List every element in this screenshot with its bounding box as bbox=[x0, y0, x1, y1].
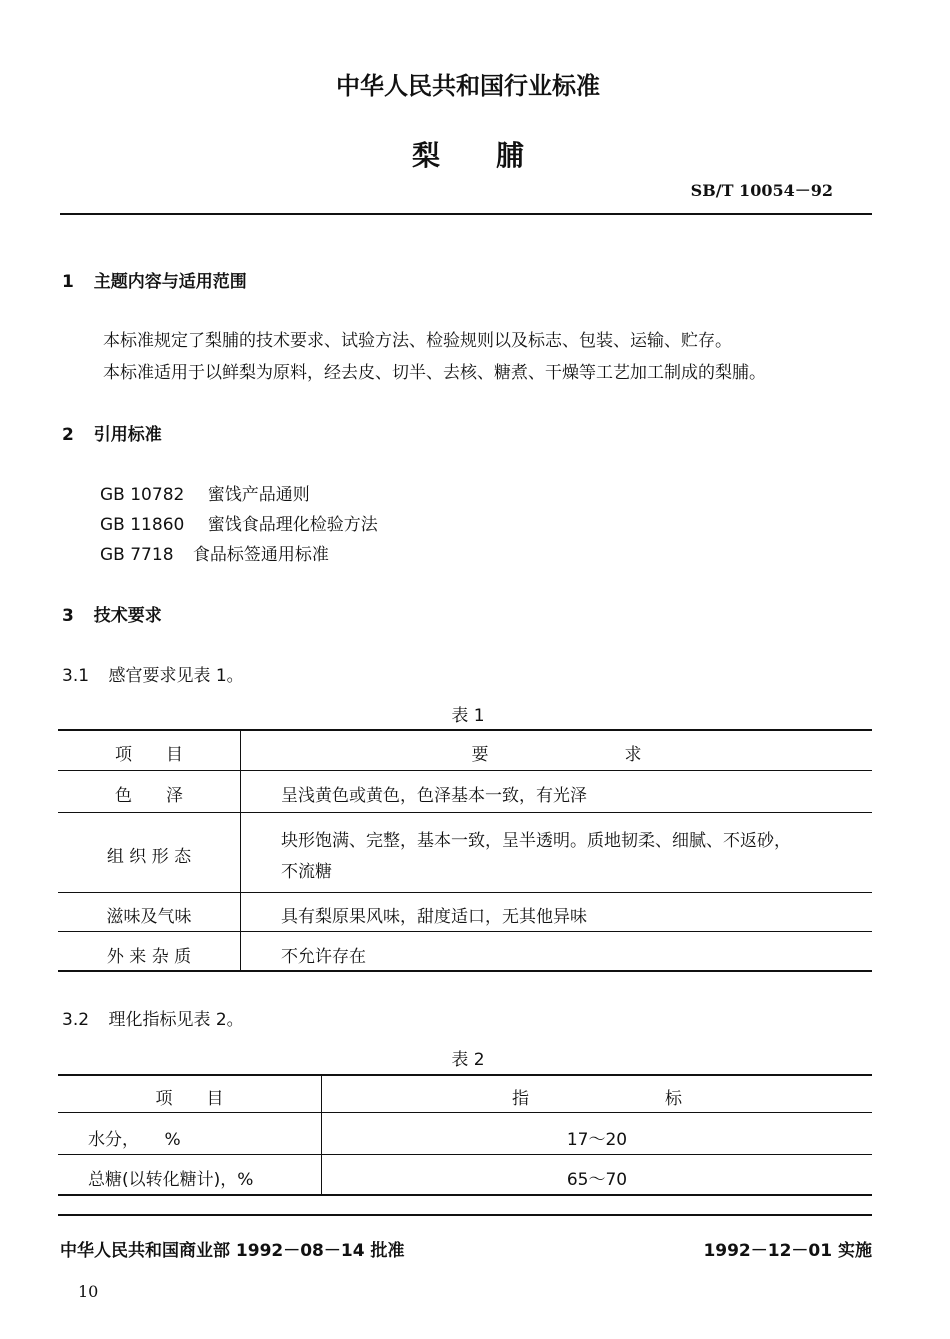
effective-date: 1992－12－01 实施 bbox=[703, 1241, 872, 1261]
clause-3-1 bbox=[62, 661, 244, 686]
table-requirement-cell: 不允许存在 bbox=[281, 947, 366, 967]
table-header-cell: 指 标 bbox=[512, 1089, 682, 1109]
footer-rule bbox=[58, 1214, 872, 1216]
table-requirement-cell: 呈浅黄色或黄色，色泽基本一致，有光泽 bbox=[281, 786, 587, 806]
clause-3-2 bbox=[62, 1005, 244, 1030]
section-2-heading bbox=[62, 420, 162, 445]
table-item-cell: 组 织 形 态 bbox=[106, 847, 192, 867]
reference-name: 蜜饯食品理化检验方法 bbox=[207, 515, 378, 535]
table-value-cell: 17～20 bbox=[566, 1130, 628, 1150]
section-1-title: 主题内容与适用范围 bbox=[93, 272, 247, 292]
reference-code: GB 7718 bbox=[100, 545, 174, 565]
clause-text: 感官要求见表 1。 bbox=[108, 666, 244, 686]
clause-text: 理化指标见表 2。 bbox=[108, 1010, 244, 1030]
section-3-number: 3 bbox=[62, 606, 74, 626]
standard-code: SB/T 10054－92 bbox=[690, 181, 833, 200]
section-3-heading bbox=[62, 601, 162, 626]
table-2-caption: 表 2 bbox=[451, 1050, 485, 1070]
section-2-number: 2 bbox=[62, 425, 74, 445]
section-3-title: 技术要求 bbox=[93, 606, 162, 626]
table-value-cell: 65～70 bbox=[566, 1170, 628, 1190]
table-item-cell: 外 来 杂 质 bbox=[106, 947, 192, 967]
table-header-cell: 要 求 bbox=[471, 745, 642, 765]
table-requirement-cell: 块形饱满、完整，基本一致，呈半透明。质地韧柔、细腻、不返砂， bbox=[281, 831, 791, 851]
table-header-cell: 项 目 bbox=[115, 745, 183, 765]
table-requirement-cell: 不流糖 bbox=[281, 862, 332, 882]
reference-item bbox=[100, 540, 329, 565]
reference-name: 蜜饯产品通则 bbox=[207, 485, 310, 505]
section-1-paragraph: 本标准适用于以鲜梨为原料，经去皮、切半、去核、糖煮、干燥等工艺加工制成的梨脯。 bbox=[103, 363, 766, 383]
table-item-cell: 滋味及气味 bbox=[106, 907, 192, 927]
table-1-caption: 表 1 bbox=[451, 706, 485, 726]
table-header-cell: 项 目 bbox=[155, 1089, 224, 1109]
section-1-paragraph: 本标准规定了梨脯的技术要求、试验方法、检验规则以及标志、包装、运输、贮存。 bbox=[103, 331, 732, 351]
header-rule bbox=[60, 213, 872, 215]
reference-name: 食品标签通用标准 bbox=[192, 545, 329, 565]
clause-number: 3.2 bbox=[62, 1010, 90, 1030]
reference-item bbox=[100, 480, 310, 505]
reference-code: GB 10782 bbox=[100, 485, 185, 505]
reference-item bbox=[100, 510, 378, 535]
table-requirement-cell: 具有梨原果风味，甜度适口，无其他异味 bbox=[281, 907, 587, 927]
section-1-heading bbox=[62, 267, 247, 292]
page-number: 10 bbox=[78, 1282, 99, 1301]
reference-code: GB 11860 bbox=[100, 515, 185, 535]
table-item-cell: 水分， % bbox=[88, 1130, 181, 1150]
table-item-cell: 色 泽 bbox=[115, 786, 183, 806]
section-2-title: 引用标准 bbox=[93, 425, 162, 445]
clause-number: 3.1 bbox=[62, 666, 90, 686]
section-1-number: 1 bbox=[62, 272, 74, 292]
table-item-cell: 总糖(以转化糖计)，% bbox=[88, 1170, 254, 1190]
standard-type-title: 中华人民共和国行业标准 bbox=[336, 72, 600, 100]
approval-line: 中华人民共和国商业部 1992－08－14 批准 bbox=[60, 1241, 405, 1261]
document-title: 梨 脯 bbox=[411, 139, 524, 172]
